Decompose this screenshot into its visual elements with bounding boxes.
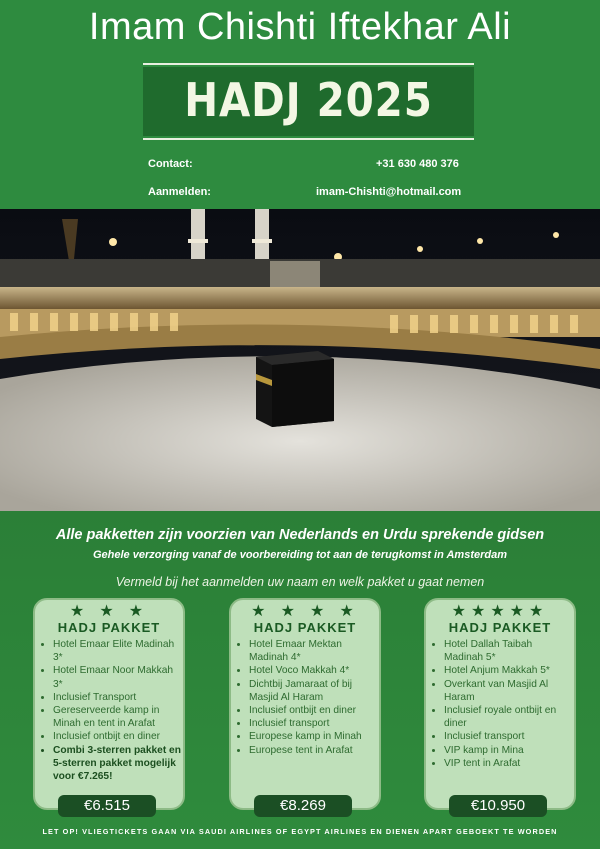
list-item: • Inclusief ontbijt en diner [249, 704, 379, 717]
contact-label: Contact: [148, 158, 193, 170]
star-rating-icon: ★★★★★ [451, 601, 549, 620]
ticket-notice: LET OP! VLIEGTICKETS GAAN VIA SAUDI AIRLINES OF EGYPT AIRLINES EN DIENEN APART GEBOEKT TE WORDEN [42, 827, 558, 836]
signup-label: Aanmelden: [148, 186, 211, 198]
package-features [231, 638, 379, 757]
list-item: • Hotel Voco Makkah 4* [249, 664, 379, 677]
contact-phone: +31 630 480 376 [376, 158, 459, 170]
title-box [143, 67, 474, 136]
care-subheadline: Gehele verzorging vanaf de voorbereiding tot aan de terugkomst in Amsterdam [92, 549, 507, 561]
masjid-al-haram-photo [0, 209, 600, 511]
package-title: HADJ PAKKET [57, 620, 161, 635]
list-item: • Gereserveerde kamp in Minah en tent in Arafat [53, 704, 183, 730]
price-badge: €8.269 [254, 795, 352, 817]
signup-email: imam-Chishti@hotmail.com [316, 186, 462, 198]
top-rule [143, 63, 474, 65]
kaaba-illustration [0, 209, 600, 511]
list-item: • Inclusief Transport [53, 691, 183, 704]
list-item: • Europese kamp in Minah [249, 730, 379, 743]
price-badge: €10.950 [449, 795, 547, 817]
page-title: HADJ 2025 [184, 73, 433, 127]
bottom-rule [143, 138, 474, 140]
list-item: • Hotel Dallah Taibah Madinah 5* [444, 638, 574, 664]
header-band [0, 0, 600, 209]
list-item: • Inclusief royale ontbijt en diner [444, 704, 574, 730]
package-features [35, 638, 183, 783]
guides-headline: Alle pakketten zijn voorzien van Nederlands en Urdu sprekende gidsen [55, 527, 545, 543]
list-item: • Inclusief transport [249, 717, 379, 730]
imam-name: Imam Chishti Iftekhar Ali [88, 6, 512, 48]
signup-instruction: Vermeld bij het aanmelden uw naam en welk pakket u gaat nemen [115, 575, 485, 589]
package-features [426, 638, 574, 770]
list-item: • Inclusief ontbijt en diner [53, 730, 183, 743]
package-title: HADJ PAKKET [253, 620, 357, 635]
list-item: • Hotel Emaar Noor Makkah 3* [53, 664, 183, 690]
combi-offer: • Combi 3-sterren pakket en 5-sterren pakket mogelijk voor €7.265! [53, 744, 183, 784]
list-item: • Dichtbij Jamaraat of bij Masjid Al Haram [249, 678, 379, 704]
list-item: • Hotel Anjum Makkah 5* [444, 664, 574, 677]
list-item: • Hotel Emaar Elite Madinah 3* [53, 638, 183, 664]
list-item: • Overkant van Masjid Al Haram [444, 678, 574, 704]
package-card-4-star [229, 598, 381, 810]
list-item: • Inclusief transport [444, 730, 574, 743]
list-item: • VIP kamp in Mina [444, 744, 574, 757]
star-rating-icon: ★ ★ ★ [69, 601, 149, 620]
package-card-5-star [424, 598, 576, 810]
package-card-3-star [33, 598, 185, 810]
list-item: • Europese tent in Arafat [249, 744, 379, 757]
price-badge: €6.515 [58, 795, 156, 817]
list-item: • VIP tent in Arafat [444, 757, 574, 770]
list-item: • Hotel Emaar Mektan Madinah 4* [249, 638, 379, 664]
package-title: HADJ PAKKET [448, 620, 552, 635]
star-rating-icon: ★ ★ ★ ★ [251, 601, 359, 620]
